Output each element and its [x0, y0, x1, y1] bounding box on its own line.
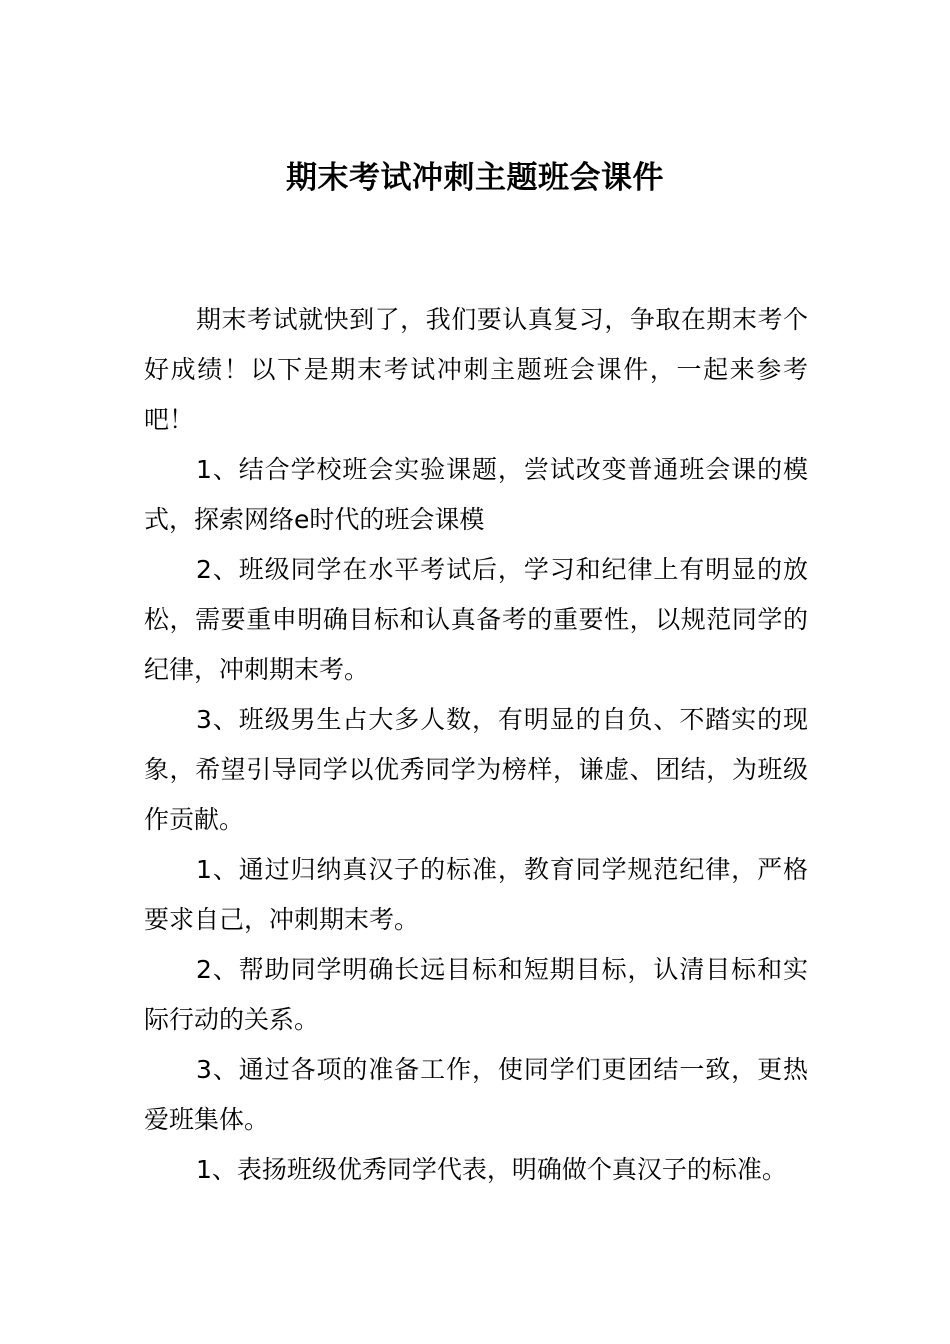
paragraph-item: 1、通过归纳真汉子的标准，教育同学规范纪律，严格要求自己，冲刺期末考。 [144, 855, 808, 934]
paragraph-item: 2、班级同学在水平考试后，学习和纪律上有明显的放松，需要重申明确目标和认真备考的重要性，以规范同学的纪律，冲刺期末考。 [144, 555, 808, 684]
paragraph-item: 2、帮助同学明确长远目标和短期目标，认清目标和实际行动的关系。 [144, 955, 808, 1034]
document-body [144, 295, 808, 1195]
paragraph-item: 1、表扬班级优秀同学代表，明确做个真汉子的标准。 [196, 1155, 787, 1184]
paragraph-item: 3、通过各项的准备工作，使同学们更团结一致，更热爱班集体。 [144, 1055, 808, 1134]
paragraph-item: 3、班级男生占大多人数，有明显的自负、不踏实的现象，希望引导同学以优秀同学为榜样，谦虚、团结，为班级作贡献。 [144, 705, 808, 834]
paragraph-item: 1、结合学校班会实验课题，尝试改变普通班会课的模式，探索网络e时代的班会课模 [144, 455, 808, 534]
paragraph-intro: 期末考试就快到了，我们要认真复习，争取在期末考个好成绩！以下是期末考试冲刺主题班会课件，一起来参考吧！ [144, 305, 808, 434]
document-title: 期末考试冲刺主题班会课件 [286, 160, 664, 196]
